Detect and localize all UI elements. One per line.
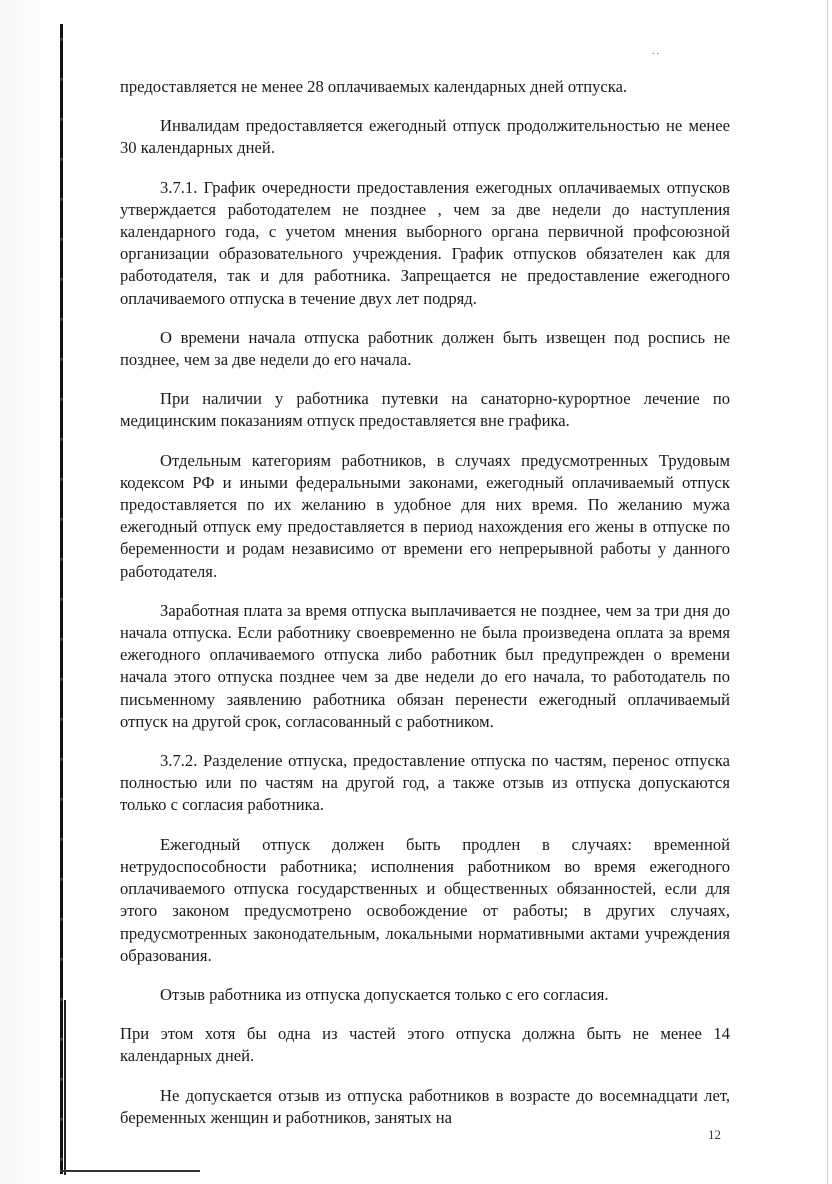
paragraph-12: Не допускается отзыв из отпуска работников в возрасте до восемнадцати лет, беременных женщин и работников, занятых на (120, 1085, 730, 1127)
binding-edge-line (60, 24, 63, 1174)
paragraph-1: предоставляется не менее 28 оплачиваемых календарных дней отпуска. (120, 77, 628, 96)
paragraph-7: Заработная плата за время отпуска выплачивается не позднее, чем за три дня до начала отпуска. Если работнику своевременно не была произведена оплата за время ежегодного оплачиваемого отпуска либо работник был предупрежден о времени начала этого отпуска позднее чем за две недели до его начала, то работодатель по письменному заявлению работника обязан перенести ежегодный оплачиваемый отпуск на другой срок, согласованный с работником. (120, 600, 730, 731)
page-number: 12 (708, 1127, 721, 1142)
scan-left-shadow (0, 0, 66, 1184)
right-page-edge (827, 0, 828, 1184)
paragraph-2: Инвалидам предоставляется ежегодный отпуск продолжительностью не менее 30 календарных дней. (120, 116, 730, 158)
paragraph-9: Ежегодный отпуск должен быть продлен в случаях: временной нетрудоспособности работника; исполнения работником во время ежегодного оплачиваемого отпуска государственных и общественных обязанностей, если для этого законом предусмотрено освобождение от работы; в других случаях, предусмотренных законодательным, локальными нормативными актами учреждения образования. (120, 834, 730, 965)
paragraph-6: Отдельным категориям работников, в случаях предусмотренных Трудовым кодексом РФ и иными федеральными законами, ежегодный оплачиваемый отпуск предоставляется по их желанию в удобное для них время. По желанию мужа ежегодный отпуск ему предоставляется в период нахождения его жены в отпуске по беременности и родам независимо от времени его непрерывной работы у данного работодателя. (120, 450, 730, 581)
document-body (120, 76, 730, 1146)
bottom-scan-line (60, 1170, 200, 1172)
paragraph-10: Отзыв работника из отпуска допускается только с его согласия. (160, 984, 609, 1004)
paragraph-11: При этом хотя бы одна из частей этого отпуска должна быть не менее 14 календарных дней. (120, 1024, 730, 1066)
paragraph-4: О времени начала отпуска работник должен быть извещен под роспись не позднее, чем за две недели до его начала. (120, 327, 730, 370)
paragraph-5: При наличии у работника путевки на санаторно-курортное лечение по медицинским показаниям отпуск предоставляется вне графика. (120, 389, 730, 431)
paragraph-3: 3.7.1. График очередности предоставления ежегодных оплачиваемых отпусков утверждается работодателем не позднее , чем за две недели до наступления календарного года, с учетом мнения выборного органа первичной профсоюзной организации образовательного учреждения. График отпусков обязателен как для работодателя, так и для работника. Запрещается не предоставление ежегодного оплачиваемого отпуска в течение двух лет подряд. (120, 177, 730, 308)
paragraph-8: 3.7.2. Разделение отпуска, предоставление отпуска по частям, перенос отпуска полностью или по частям на другой год, а также отзыв из отпуска допускаются только с согласия работника. (120, 751, 730, 815)
binding-edge-line-lower (64, 1000, 66, 1175)
top-scan-mark: .. (652, 46, 661, 57)
